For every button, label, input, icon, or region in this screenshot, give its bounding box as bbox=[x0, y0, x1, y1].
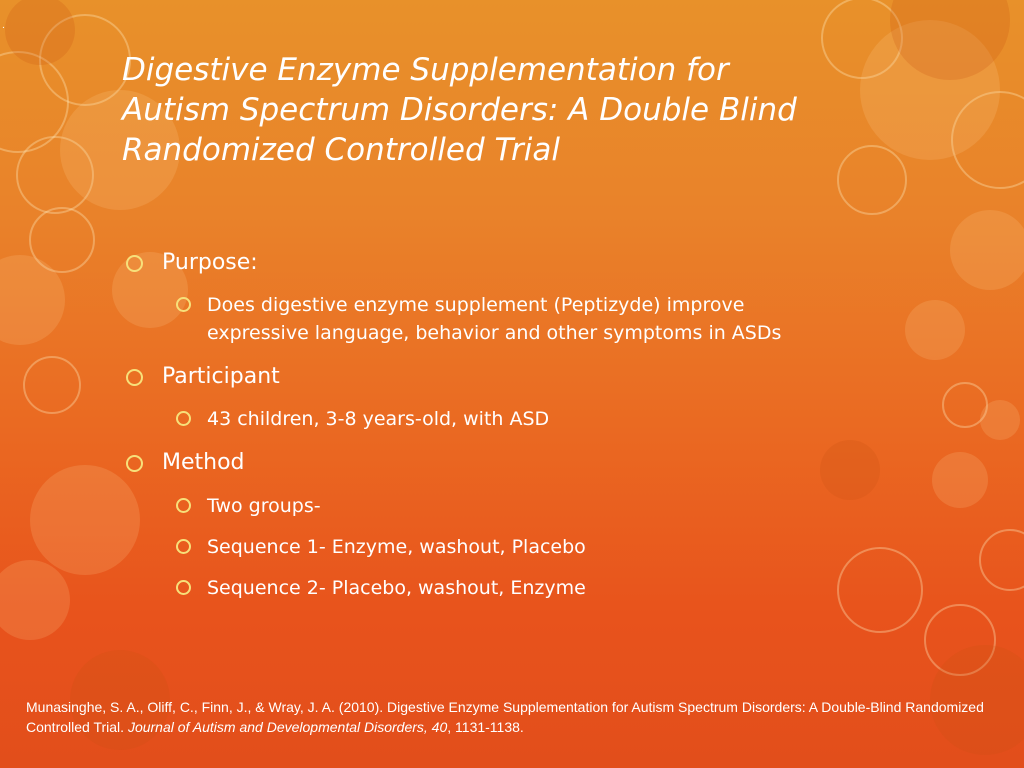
sub-bullet-text-line: Does digestive enzyme supplement (Peptizyde) improve bbox=[207, 294, 745, 316]
hollow-circle-bullet-icon bbox=[126, 369, 143, 386]
citation-text: Munasinghe, S. A., Oliff, C., Finn, J., & Wray, J. A. (2010). Digestive Enzyme Supplementation for Autism Spectrum Disorders: A Double-Blind Randomized Controlled Trial. bbox=[26, 699, 984, 735]
hollow-circle-bullet-icon bbox=[176, 539, 191, 554]
sub-bullet-text-line: Sequence 2- Placebo, washout, Enzyme bbox=[207, 577, 586, 599]
title-line: Digestive Enzyme Supplementation for bbox=[122, 52, 729, 88]
bullet-label: Participant bbox=[162, 364, 280, 389]
bullet-label: Purpose: bbox=[162, 250, 258, 275]
bullet-label: Method bbox=[162, 450, 245, 475]
sub-bullet-text-line: Two groups- bbox=[207, 495, 321, 517]
hollow-circle-bullet-icon bbox=[176, 411, 191, 426]
hollow-circle-bullet-icon bbox=[126, 455, 143, 472]
hollow-circle-bullet-icon bbox=[176, 580, 191, 595]
sub-bullet-text-line: 43 children, 3-8 years-old, with ASD bbox=[207, 408, 550, 430]
sub-bullet-text-line: Sequence 1- Enzyme, washout, Placebo bbox=[207, 536, 586, 558]
hollow-circle-bullet-icon bbox=[126, 255, 143, 272]
title-line: Randomized Controlled Trial bbox=[122, 132, 560, 168]
title-line: Autism Spectrum Disorders: A Double Blind bbox=[122, 92, 797, 128]
sub-bullet-text-line: expressive language, behavior and other symptoms in ASDs bbox=[207, 322, 782, 344]
hollow-circle-bullet-icon bbox=[176, 498, 191, 513]
citation-journal: Journal of Autism and Developmental Disorders, 40 bbox=[127, 719, 448, 735]
citation bbox=[26, 697, 1016, 737]
hollow-circle-bullet-icon bbox=[176, 297, 191, 312]
citation-pages: , 1131-1138. bbox=[447, 719, 524, 735]
corner-mark: . bbox=[2, 21, 5, 31]
